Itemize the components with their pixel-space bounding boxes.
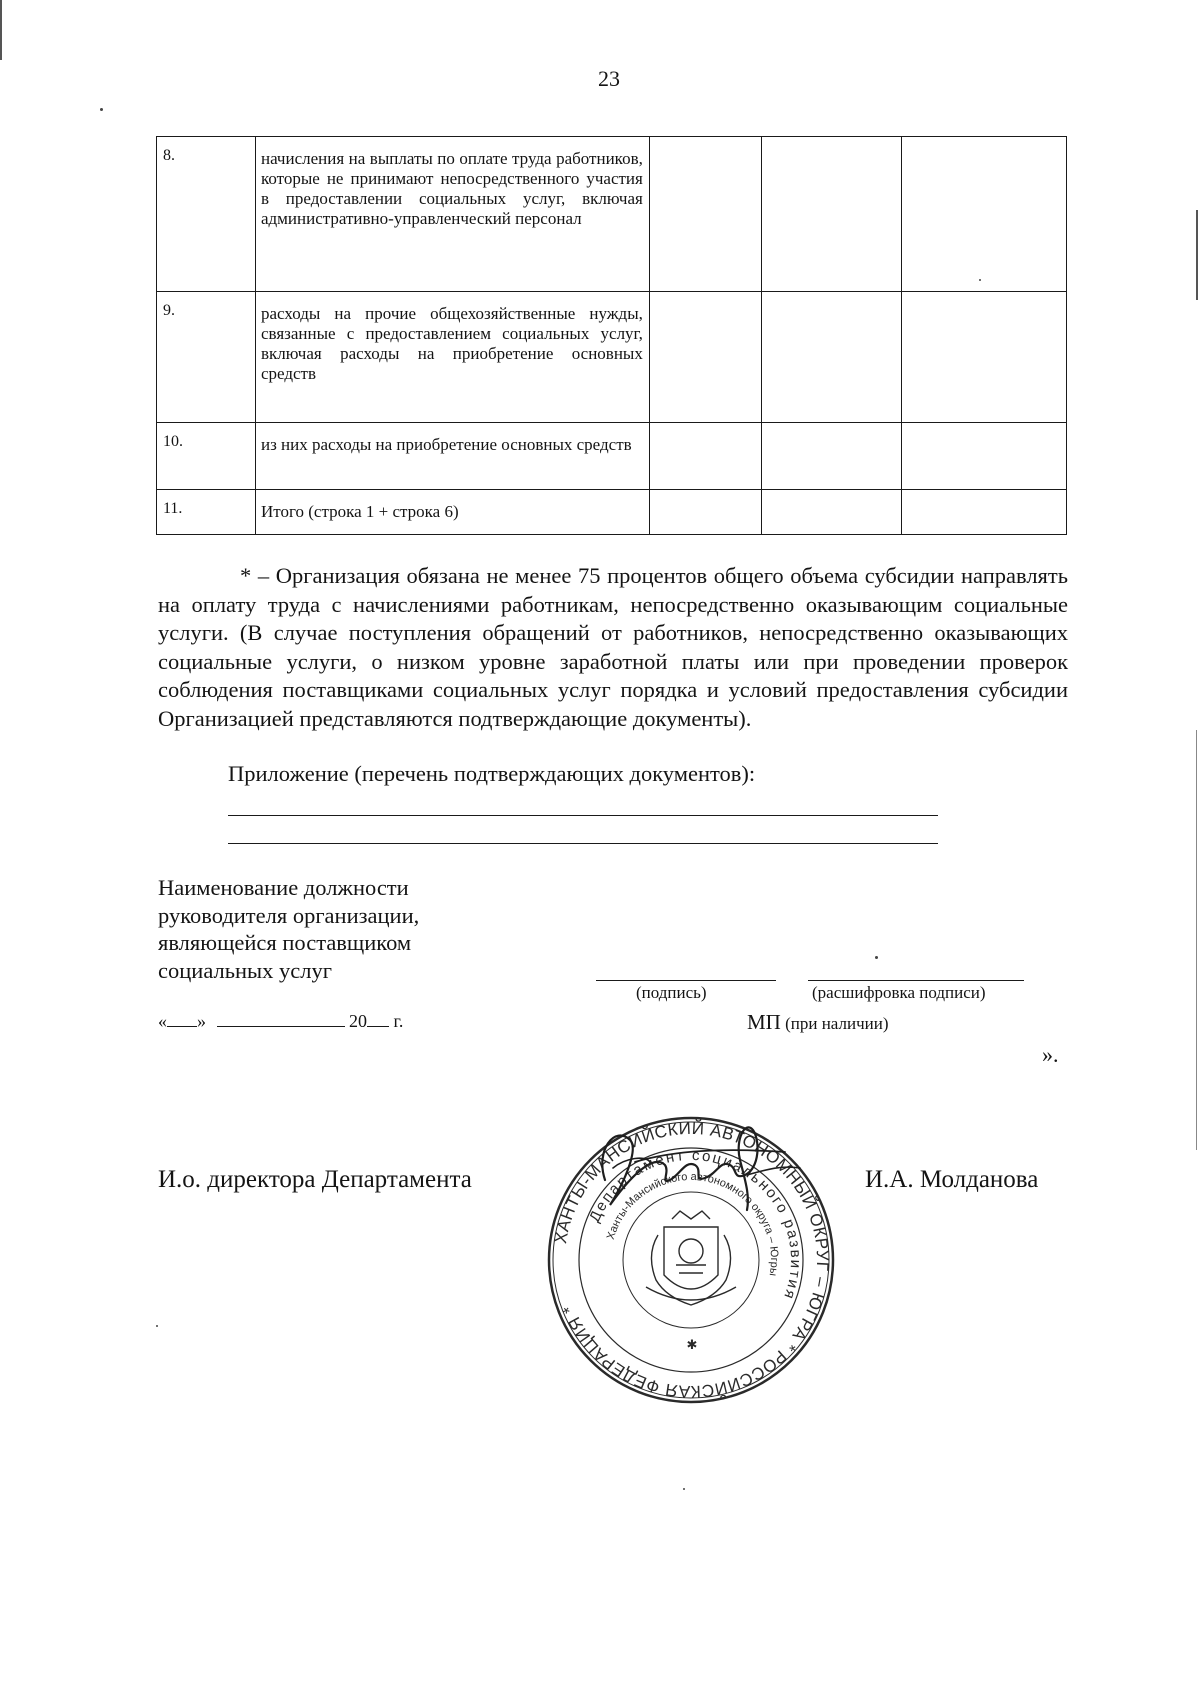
speck xyxy=(875,956,878,959)
table-cell xyxy=(649,423,761,490)
director-title: И.о. директора Департамента xyxy=(158,1166,472,1193)
row-number: 8. xyxy=(157,137,256,292)
table-cell xyxy=(902,490,1067,535)
svg-text:✱: ✱ xyxy=(686,1337,698,1352)
row-description: Итого (строка 1 + строка 6) xyxy=(255,490,649,535)
decoding-caption: (расшифровка подписи) xyxy=(812,983,986,1002)
table-cell xyxy=(902,423,1067,490)
stamp-label xyxy=(747,1010,888,1035)
table-cell xyxy=(902,137,1067,292)
expense-table xyxy=(156,136,1067,535)
scan-edge-right xyxy=(1196,730,1197,1150)
year-suffix: г. xyxy=(393,1011,404,1031)
page-number: 23 xyxy=(598,66,620,91)
table-row xyxy=(157,137,1067,292)
seal-inner-text: Ханты-Мансийского автономного округа – Югры xyxy=(604,1170,781,1277)
scan-edge-right xyxy=(1196,210,1198,300)
position-line: социальных услуг xyxy=(158,957,332,983)
row-number: 9. xyxy=(157,292,256,423)
speck xyxy=(100,108,103,111)
position-label xyxy=(158,874,419,984)
table-row xyxy=(157,423,1067,490)
table-cell xyxy=(761,292,901,423)
month-blank xyxy=(217,1010,345,1027)
table-cell xyxy=(761,490,901,535)
closing-quote: ». xyxy=(1042,1042,1059,1067)
row-description: расходы на прочие общехозяйственные нужды, связанные с предоставлением социальных услуг, включая расходы на приобретение основных средств xyxy=(255,292,649,423)
table-cell xyxy=(649,137,761,292)
decoding-line xyxy=(808,980,1024,981)
table-row xyxy=(157,292,1067,423)
speck xyxy=(683,1488,685,1490)
position-line: руководителя организации, xyxy=(158,902,420,928)
date-field xyxy=(158,1010,403,1032)
director-signature xyxy=(575,1120,815,1220)
appendix-blank-line xyxy=(228,815,938,816)
seal-middle-text: Департамент социального развития xyxy=(586,1146,805,1303)
row-number: 11. xyxy=(157,490,256,535)
date-close-quote: » xyxy=(197,1011,206,1031)
position-line: Наименование должности xyxy=(158,875,409,900)
table-row xyxy=(157,490,1067,535)
year-blank xyxy=(367,1010,389,1027)
table-cell xyxy=(649,292,761,423)
table-cell xyxy=(761,137,901,292)
coat-of-arms-icon xyxy=(646,1211,736,1305)
appendix-blank-line xyxy=(228,843,938,844)
stamp-note: (при наличии) xyxy=(785,1014,889,1033)
table-cell xyxy=(902,292,1067,423)
stamp-abbrev: МП xyxy=(747,1010,781,1034)
director-name: И.А. Молданова xyxy=(865,1166,1039,1193)
speck xyxy=(156,1325,158,1327)
day-blank xyxy=(167,1010,197,1027)
seal-outer-text: ХАНТЫ-МАНСИЙСКИЙ АВТОНОМНЫЙ ОКРУГ – ЮГРА * РОССИЙСКАЯ ФЕДЕРАЦИЯ * xyxy=(551,1118,833,1402)
table-cell xyxy=(649,490,761,535)
table-cell xyxy=(761,423,901,490)
appendix-label: Приложение (перечень подтверждающих документов): xyxy=(228,761,756,786)
row-description: из них расходы на приобретение основных средств xyxy=(255,423,649,490)
scan-edge-left xyxy=(0,0,2,60)
position-line: являющейся поставщиком xyxy=(158,930,412,955)
footnote: * – Организация обязана не менее 75 процентов общего объема субсидии направлять на оплату труда с начислениями работникам, непосредственно оказывающим социальные услуги. (В случае поступления обращений от работников, непосредственно оказывающих социальные услуги, о низком уровне заработной платы или при проведении проверок соблюдения поставщиками социальных услуг порядка и условий предоставления субсидии Организацией представляются подтверждающие документы). xyxy=(158,563,1068,731)
year-prefix: 20 xyxy=(349,1011,367,1031)
signature-line xyxy=(596,980,776,981)
signature-caption: (подпись) xyxy=(636,983,707,1002)
date-open-quote: « xyxy=(158,1011,167,1031)
row-description: начисления на выплаты по оплате труда работников, которые не принимают непосредственного участия в предоставлении социальных услуг, включая административно-управленческий персонал xyxy=(255,137,649,292)
row-number: 10. xyxy=(157,423,256,490)
